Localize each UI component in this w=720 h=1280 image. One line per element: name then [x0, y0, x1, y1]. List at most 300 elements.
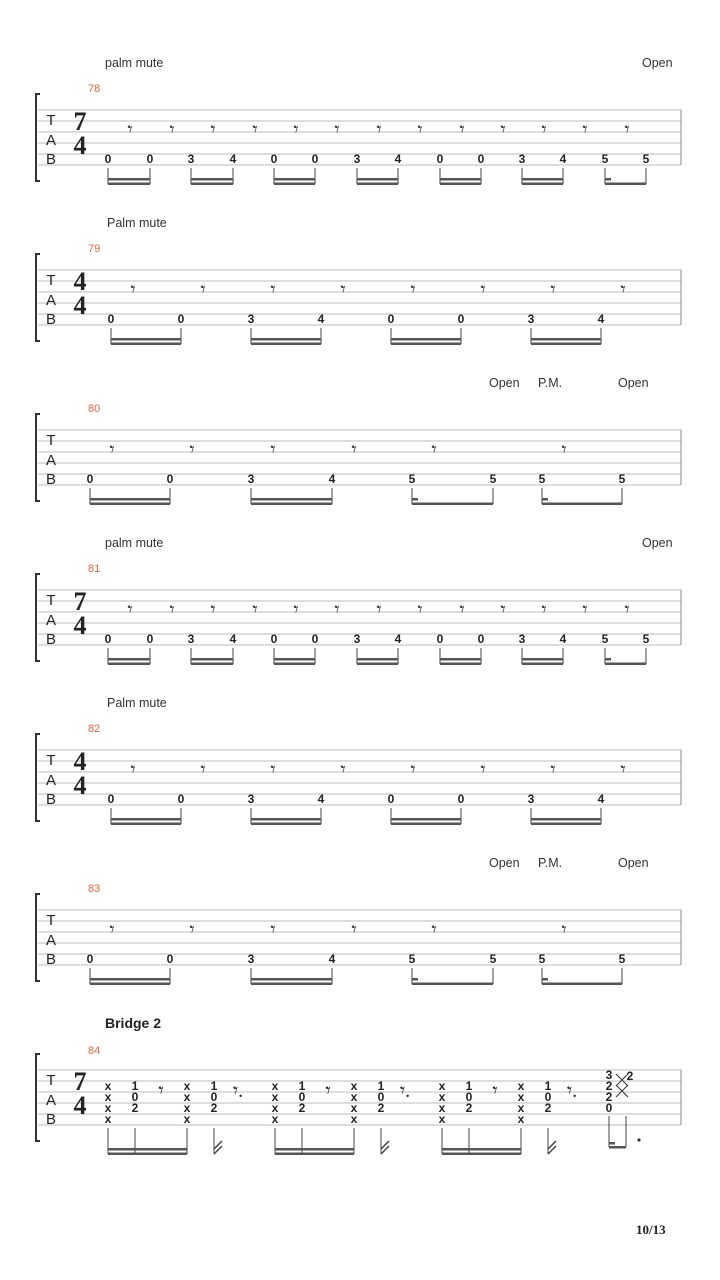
rest-glyph: 𝄾: [376, 119, 382, 141]
beam: [251, 818, 321, 821]
tab-clef: [46, 432, 56, 488]
rest-glyph: 𝄾: [620, 759, 626, 781]
time-sig-bottom: 4: [73, 771, 87, 800]
svg-text:0: 0: [298, 1090, 306, 1104]
rest-glyph: 𝄾: [624, 119, 630, 141]
beam: [605, 183, 646, 186]
beam: [357, 658, 398, 661]
beam: [391, 338, 461, 341]
tab-clef-letter: B: [45, 311, 57, 328]
tab-system: [0, 210, 720, 370]
beam: [251, 498, 332, 501]
fret-number: 0: [146, 152, 154, 166]
fret-number: 5: [408, 952, 416, 966]
fret-number: 4: [394, 632, 402, 646]
beam: [412, 983, 493, 986]
beam: [357, 183, 398, 186]
tab-clef-t: T: [46, 1072, 56, 1089]
chord-fret-upper: 2: [626, 1069, 634, 1083]
beam: [191, 663, 233, 666]
svg-text:x: x: [517, 1079, 525, 1093]
fret-number: 4: [559, 632, 567, 646]
tab-system: [0, 850, 720, 1010]
chord-fret: 3: [605, 1068, 613, 1082]
time-sig-top: 7: [73, 587, 87, 616]
tab-clef-letter: A: [45, 292, 57, 309]
tab-clef-letter: B: [45, 631, 57, 648]
svg-text:1: 1: [465, 1079, 473, 1093]
rest-glyph: 𝄾: [459, 119, 465, 141]
rest-glyph: 𝄾: [109, 919, 115, 941]
rest-glyph: 𝄾: [431, 919, 437, 941]
beam: [357, 178, 398, 181]
rest-glyph: 𝄾: [189, 439, 195, 461]
time-signature: [74, 587, 87, 640]
beam: [274, 178, 315, 181]
fret-number: 3: [187, 152, 195, 166]
tab-clef-letter: T: [46, 752, 56, 769]
fret-number: 3: [247, 472, 255, 486]
measure-number: 79: [88, 243, 101, 255]
svg-text:0: 0: [131, 1090, 139, 1104]
rest-glyph: 𝄾: [492, 1080, 498, 1102]
rest-glyph: 𝄾: [200, 759, 206, 781]
beam: [108, 663, 150, 666]
beam-short: [542, 498, 548, 501]
fret-number: 5: [489, 952, 497, 966]
rest-glyph: 𝄾: [252, 599, 258, 621]
rest-glyph: 𝄾: [480, 759, 486, 781]
notes: [87, 439, 626, 504]
fret-number: 3: [353, 632, 361, 646]
bridge-pattern-2: [272, 1079, 411, 1155]
rest-glyph: 𝄾: [340, 759, 346, 781]
time-sig-bottom: 4: [73, 611, 87, 640]
fret-number: 4: [394, 152, 402, 166]
svg-text:1: 1: [377, 1079, 385, 1093]
tab-staff-bridge: [0, 1010, 720, 1170]
beam: [440, 183, 481, 186]
fret-number: 3: [247, 792, 255, 806]
tab-clef: [46, 112, 56, 168]
fret-number: 0: [270, 632, 278, 646]
tab-clef-letter: T: [46, 912, 56, 929]
beam: [357, 663, 398, 666]
fret-number: 4: [317, 312, 325, 326]
rest-glyph: 𝄾: [252, 119, 258, 141]
rest-glyph: 𝄾: [340, 279, 346, 301]
fret-number: 0: [270, 152, 278, 166]
rest-glyph: 𝄾: [351, 919, 357, 941]
fret-number: 5: [408, 472, 416, 486]
svg-text:x: x: [104, 1112, 112, 1126]
tab-clef-a: A: [45, 1092, 57, 1109]
beam: [90, 498, 170, 501]
beam: [251, 983, 332, 986]
svg-text:0: 0: [377, 1090, 385, 1104]
tab-clef: [46, 592, 56, 648]
svg-text:x: x: [438, 1101, 446, 1115]
svg-text:x: x: [271, 1112, 279, 1126]
tab-clef-letter: B: [45, 951, 57, 968]
fret-number: 0: [107, 312, 115, 326]
time-sig-top: 7: [73, 1067, 87, 1096]
fret-number: 0: [457, 312, 465, 326]
rest-glyph: 𝄾: [417, 599, 423, 621]
system-bracket: [36, 1054, 40, 1141]
tab-clef-letter: A: [45, 452, 57, 469]
fret-number: 0: [107, 792, 115, 806]
measure-number: 82: [88, 723, 101, 735]
beam: [90, 503, 170, 506]
fret-number: 0: [436, 632, 444, 646]
beam: [274, 663, 315, 666]
rest-glyph: 𝄾: [169, 119, 175, 141]
rest-glyph: 𝄾: [431, 439, 437, 461]
fret-number: 0: [166, 472, 174, 486]
annotation: Open: [489, 856, 520, 870]
beam: [522, 658, 563, 661]
svg-text:2: 2: [465, 1101, 473, 1115]
beams: [111, 818, 601, 825]
time-signature: [74, 267, 87, 320]
svg-text:0: 0: [465, 1090, 473, 1104]
beam-short: [542, 978, 548, 981]
system-bracket: [36, 894, 40, 981]
fret-number: 0: [177, 312, 185, 326]
annotation: Palm mute: [107, 696, 167, 710]
tab-clef-letter: A: [45, 612, 57, 629]
rest-glyph: 𝄾: [582, 119, 588, 141]
fret-number: 5: [601, 632, 609, 646]
rest-glyph: 𝄾: [480, 279, 486, 301]
fret-number: 0: [457, 792, 465, 806]
svg-text:x: x: [517, 1101, 525, 1115]
beam: [440, 658, 481, 661]
fret-number: 0: [387, 312, 395, 326]
chord-fret: 0: [605, 1101, 613, 1115]
fret-number: 0: [86, 472, 94, 486]
fret-number: 3: [527, 312, 535, 326]
annotation: palm mute: [105, 56, 164, 70]
fret-number: 3: [518, 632, 526, 646]
beam: [440, 663, 481, 666]
rest-glyph: 𝄾: [620, 279, 626, 301]
svg-text:x: x: [183, 1090, 191, 1104]
rest-glyph: 𝄾: [582, 599, 588, 621]
fret-number: 5: [538, 952, 546, 966]
svg-text:x: x: [271, 1101, 279, 1115]
fret-number: 3: [353, 152, 361, 166]
fret-number: 3: [527, 792, 535, 806]
measure-number: 78: [88, 83, 101, 95]
beam: [111, 338, 181, 341]
svg-text:0: 0: [210, 1090, 218, 1104]
tab-system: [0, 530, 720, 690]
tab-staff: [0, 50, 720, 210]
notes: [105, 119, 650, 184]
beam: [440, 178, 481, 181]
beam: [531, 343, 601, 346]
fret-number: 3: [187, 632, 195, 646]
rest-glyph: 𝄾: [334, 119, 340, 141]
fret-number: 0: [311, 632, 319, 646]
time-sig-bottom: 4: [73, 131, 87, 160]
system-bracket: [36, 574, 40, 661]
beam: [542, 983, 622, 986]
tab-clef-letter: B: [45, 471, 57, 488]
fret-number: 3: [247, 312, 255, 326]
svg-text:x: x: [183, 1101, 191, 1115]
beam: [191, 658, 233, 661]
rest-glyph: 𝄾.: [566, 1080, 578, 1102]
rest-glyph: 𝄾: [130, 759, 136, 781]
annotation: Open: [642, 56, 673, 70]
rest-glyph: 𝄾: [270, 279, 276, 301]
rest-glyph: 𝄾: [500, 119, 506, 141]
tab-staff: [0, 690, 720, 850]
fret-number: 3: [518, 152, 526, 166]
fret-number: 4: [597, 792, 605, 806]
time-sig-top: 4: [73, 747, 87, 776]
svg-text:2: 2: [210, 1101, 218, 1115]
svg-text:x: x: [438, 1090, 446, 1104]
beams: [111, 338, 601, 345]
notes: [87, 919, 626, 984]
beam-short: [412, 498, 418, 501]
tab-clef: [46, 1072, 56, 1128]
svg-text:1: 1: [298, 1079, 306, 1093]
beam: [108, 178, 150, 181]
rest-glyph: 𝄾: [550, 759, 556, 781]
rest-glyph: 𝄾: [500, 599, 506, 621]
rest-glyph: 𝄾: [130, 279, 136, 301]
beam: [251, 823, 321, 826]
beam: [108, 183, 150, 186]
svg-text:2: 2: [544, 1101, 552, 1115]
rest-glyph: 𝄾: [459, 599, 465, 621]
tab-clef-letter: B: [45, 791, 57, 808]
fret-number: 0: [104, 152, 112, 166]
bridge-pattern-3: [439, 1079, 578, 1155]
svg-text:x: x: [183, 1112, 191, 1126]
time-signature: [74, 747, 87, 800]
fret-number: 5: [642, 632, 650, 646]
rest-glyph: 𝄾: [270, 919, 276, 941]
rest-glyph: 𝄾: [624, 599, 630, 621]
beam: [522, 663, 563, 666]
svg-text:1: 1: [210, 1079, 218, 1093]
notes: [108, 279, 626, 344]
rest-glyph: 𝄾: [189, 919, 195, 941]
fret-number: 5: [489, 472, 497, 486]
beam: [111, 823, 181, 826]
annotation: Open: [618, 856, 649, 870]
annotation: Open: [489, 376, 520, 390]
beam: [191, 178, 233, 181]
beam: [111, 343, 181, 346]
fret-number: 5: [538, 472, 546, 486]
fret-number: 4: [597, 312, 605, 326]
rest-glyph: 𝄾: [410, 279, 416, 301]
svg-text:x: x: [271, 1090, 279, 1104]
beam-short: [605, 178, 611, 181]
svg-text:2: 2: [377, 1101, 385, 1115]
beam: [391, 823, 461, 826]
fret-number: 4: [559, 152, 567, 166]
rest-glyph: 𝄾: [550, 279, 556, 301]
rest-glyph: 𝄾: [270, 759, 276, 781]
beam-short: [412, 978, 418, 981]
tab-clef-letter: T: [46, 592, 56, 609]
rest-glyph: 𝄾: [376, 599, 382, 621]
tab-system-bridge: [0, 1010, 720, 1170]
fret-number: 0: [387, 792, 395, 806]
rest-glyph: 𝄾: [169, 599, 175, 621]
beam: [391, 818, 461, 821]
rest-glyph: 𝄾: [200, 279, 206, 301]
beams: [108, 658, 646, 665]
time-signature: [74, 1067, 87, 1120]
time-signature: [74, 107, 87, 160]
svg-text:x: x: [350, 1079, 358, 1093]
svg-text:x: x: [438, 1112, 446, 1126]
fret-number: 0: [104, 632, 112, 646]
fret-number: 0: [146, 632, 154, 646]
fret-number: 5: [618, 472, 626, 486]
staff-lines: [38, 910, 681, 965]
annotation: P.M.: [538, 856, 563, 870]
svg-text:x: x: [350, 1101, 358, 1115]
beam: [412, 503, 493, 506]
fret-number: 4: [317, 792, 325, 806]
fret-number: 0: [177, 792, 185, 806]
tab-staff: [0, 210, 720, 370]
time-sig-bottom: 4: [73, 1091, 87, 1120]
rest-glyph: 𝄾: [127, 119, 133, 141]
svg-text:x: x: [183, 1079, 191, 1093]
staff-lines: [38, 430, 681, 485]
beam: [251, 978, 332, 981]
rest-glyph: 𝄾: [561, 919, 567, 941]
bridge-pattern-1: [105, 1079, 244, 1155]
rest-glyph: 𝄾: [541, 599, 547, 621]
rest-glyph: 𝄾: [541, 119, 547, 141]
tab-system: [0, 370, 720, 530]
measure-number: 80: [88, 403, 101, 415]
fret-number: 4: [328, 952, 336, 966]
rest-glyph: 𝄾: [325, 1080, 331, 1102]
svg-text:x: x: [104, 1090, 112, 1104]
rest-glyph: 𝄾: [334, 599, 340, 621]
fret-number: 4: [229, 632, 237, 646]
beam-short: [605, 658, 611, 661]
beam: [274, 658, 315, 661]
beam: [531, 823, 601, 826]
beams: [108, 178, 646, 185]
system-bracket: [36, 254, 40, 341]
tab-clef-letter: B: [45, 151, 57, 168]
rest-glyph: 𝄾: [410, 759, 416, 781]
annotation: palm mute: [105, 536, 164, 550]
rest-glyph: 𝄾: [417, 119, 423, 141]
fret-number: 0: [477, 632, 485, 646]
svg-text:1: 1: [131, 1079, 139, 1093]
svg-text:x: x: [350, 1090, 358, 1104]
beam: [391, 343, 461, 346]
fret-number: 4: [229, 152, 237, 166]
measure-number: 84: [88, 1045, 101, 1057]
beam: [191, 183, 233, 186]
rest-glyph: 𝄾: [109, 439, 115, 461]
svg-text:2: 2: [298, 1101, 306, 1115]
page-number: 10/13: [636, 1222, 666, 1237]
chord-fret: 2: [605, 1079, 613, 1093]
svg-text:1: 1: [544, 1079, 552, 1093]
rest-glyph: 𝄾.: [232, 1080, 244, 1102]
annotation: Palm mute: [107, 216, 167, 230]
final-chord: [606, 1068, 641, 1149]
fret-number: 5: [601, 152, 609, 166]
tab-clef: [46, 912, 56, 968]
beam: [605, 663, 646, 666]
system-bracket: [36, 94, 40, 181]
tab-staff: [0, 370, 720, 530]
tab-clef-letter: A: [45, 932, 57, 949]
fret-number: 3: [247, 952, 255, 966]
annotation: Open: [642, 536, 673, 550]
svg-text:x: x: [104, 1079, 112, 1093]
svg-text:2: 2: [131, 1101, 139, 1115]
rest-glyph: 𝄾.: [399, 1080, 411, 1102]
tab-clef-letter: T: [46, 272, 56, 289]
time-sig-top: 7: [73, 107, 87, 136]
tab-clef-letter: A: [45, 772, 57, 789]
tab-system: [0, 50, 720, 210]
fret-number: 4: [328, 472, 336, 486]
chord-fret: 2: [605, 1090, 613, 1104]
time-sig-bottom: 4: [73, 291, 87, 320]
beam: [251, 343, 321, 346]
rest-glyph: 𝄾: [293, 599, 299, 621]
tab-staff: [0, 850, 720, 1010]
time-sig-top: 4: [73, 267, 87, 296]
tab-clef: [46, 272, 56, 328]
annotation: P.M.: [538, 376, 563, 390]
tab-clef: [46, 752, 56, 808]
beam: [522, 183, 563, 186]
beam: [531, 338, 601, 341]
section-title: Bridge 2: [105, 1015, 162, 1031]
fret-number: 5: [618, 952, 626, 966]
beam: [274, 183, 315, 186]
tab-clef-b: B: [45, 1111, 57, 1128]
beam: [111, 818, 181, 821]
beam: [90, 978, 170, 981]
tab-clef-letter: T: [46, 432, 56, 449]
system-bracket: [36, 734, 40, 821]
rest-glyph: 𝄾: [293, 119, 299, 141]
svg-text:x: x: [104, 1101, 112, 1115]
svg-text:x: x: [517, 1090, 525, 1104]
beam: [542, 503, 622, 506]
fret-number: 0: [166, 952, 174, 966]
svg-text:x: x: [517, 1112, 525, 1126]
rest-glyph: 𝄾: [561, 439, 567, 461]
tab-clef-letter: A: [45, 132, 57, 149]
svg-text:x: x: [350, 1112, 358, 1126]
beam: [251, 338, 321, 341]
